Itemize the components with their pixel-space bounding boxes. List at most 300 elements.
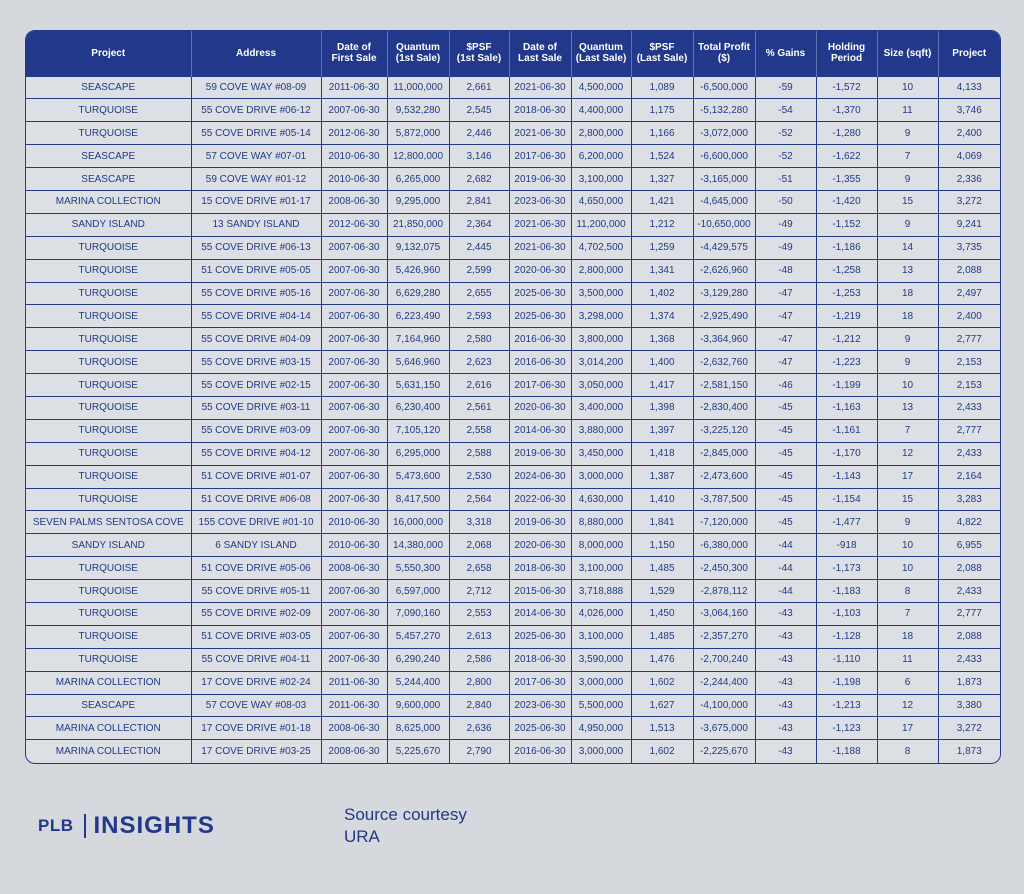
table-cell: 2,433 [938, 442, 1000, 465]
table-cell: MARINA COLLECTION [26, 717, 191, 740]
table-cell: 10 [877, 557, 938, 580]
table-cell: 2,661 [449, 76, 509, 99]
table-cell: 2,593 [449, 305, 509, 328]
table-cell: 2007-06-30 [321, 305, 387, 328]
table-cell: 2008-06-30 [321, 190, 387, 213]
table-cell: 2,400 [938, 122, 1000, 145]
table-cell: 2,790 [449, 740, 509, 763]
table-cell: -2,925,490 [693, 305, 755, 328]
table-cell: 4,400,000 [571, 99, 631, 122]
table-cell: 9 [877, 351, 938, 374]
table-cell: 2,564 [449, 488, 509, 511]
table-cell: 2,616 [449, 374, 509, 397]
table-cell: 2007-06-30 [321, 328, 387, 351]
table-cell: -1,170 [816, 442, 877, 465]
table-cell: 2022-06-30 [509, 488, 571, 511]
table-cell: 3,880,000 [571, 419, 631, 442]
table-cell: 6,295,000 [387, 442, 449, 465]
table-cell: 5,244,400 [387, 671, 449, 694]
table-cell: 2,800,000 [571, 259, 631, 282]
column-header: $PSF (1st Sale) [449, 31, 509, 76]
table-cell: SEVEN PALMS SENTOSA COVE [26, 511, 191, 534]
table-cell: 15 [877, 190, 938, 213]
table-cell: 3,500,000 [571, 282, 631, 305]
table-cell: 2018-06-30 [509, 99, 571, 122]
table-cell: 6,230,400 [387, 396, 449, 419]
table-cell: 1,400 [631, 351, 693, 374]
table-cell: 2,561 [449, 396, 509, 419]
table-cell: TURQUOISE [26, 99, 191, 122]
table-cell: TURQUOISE [26, 465, 191, 488]
table-cell: 4,133 [938, 76, 1000, 99]
table-row [26, 374, 1000, 397]
plb-insights-logo [38, 812, 215, 840]
table-row [26, 236, 1000, 259]
table-cell: 17 COVE DRIVE #03-25 [191, 740, 321, 763]
table-cell: -7,120,000 [693, 511, 755, 534]
table-cell: 2,682 [449, 168, 509, 191]
table-row [26, 76, 1000, 99]
table-row [26, 511, 1000, 534]
table-cell: -2,450,300 [693, 557, 755, 580]
table-cell: -1,199 [816, 374, 877, 397]
column-header: Date of First Sale [321, 31, 387, 76]
table-cell: -1,103 [816, 602, 877, 625]
table-cell: -4,645,000 [693, 190, 755, 213]
table-cell: 2,433 [938, 648, 1000, 671]
table-cell: 3,718,888 [571, 580, 631, 603]
table-cell: 3,146 [449, 145, 509, 168]
table-cell: 5,500,000 [571, 694, 631, 717]
table-row [26, 259, 1000, 282]
table-cell: 1,524 [631, 145, 693, 168]
table-row [26, 396, 1000, 419]
table-cell: 2017-06-30 [509, 671, 571, 694]
source-note [344, 804, 467, 848]
transactions-table-container [25, 30, 1001, 764]
table-cell: 2,800,000 [571, 122, 631, 145]
table-cell: 55 COVE DRIVE #04-11 [191, 648, 321, 671]
table-cell: 2007-06-30 [321, 488, 387, 511]
table-row [26, 465, 1000, 488]
table-cell: -1,110 [816, 648, 877, 671]
table-cell: -1,154 [816, 488, 877, 511]
table-cell: 4,650,000 [571, 190, 631, 213]
table-cell: TURQUOISE [26, 328, 191, 351]
table-cell: 15 COVE DRIVE #01-17 [191, 190, 321, 213]
table-row [26, 351, 1000, 374]
table-cell: 2,840 [449, 694, 509, 717]
table-cell: -2,878,112 [693, 580, 755, 603]
table-cell: 1,450 [631, 602, 693, 625]
table-cell: 2,636 [449, 717, 509, 740]
table-cell: 9 [877, 122, 938, 145]
table-cell: -49 [755, 236, 816, 259]
table-cell: 55 COVE DRIVE #04-09 [191, 328, 321, 351]
table-cell: 3,100,000 [571, 168, 631, 191]
table-cell: -51 [755, 168, 816, 191]
table-cell: 51 COVE DRIVE #05-05 [191, 259, 321, 282]
table-cell: 55 COVE DRIVE #03-11 [191, 396, 321, 419]
table-cell: SEASCAPE [26, 168, 191, 191]
table-cell: 2,777 [938, 419, 1000, 442]
table-cell: 3,298,000 [571, 305, 631, 328]
table-cell: 2,336 [938, 168, 1000, 191]
table-cell: -6,500,000 [693, 76, 755, 99]
table-cell: -2,357,270 [693, 625, 755, 648]
table-row [26, 671, 1000, 694]
table-cell: 55 COVE DRIVE #05-14 [191, 122, 321, 145]
table-cell: -1,258 [816, 259, 877, 282]
table-cell: 9,132,075 [387, 236, 449, 259]
table-cell: -6,380,000 [693, 534, 755, 557]
table-cell: 2008-06-30 [321, 557, 387, 580]
table-cell: -50 [755, 190, 816, 213]
table-cell: 2021-06-30 [509, 122, 571, 145]
table-cell: 2,433 [938, 580, 1000, 603]
table-cell: -2,581,150 [693, 374, 755, 397]
table-cell: 18 [877, 305, 938, 328]
table-cell: 7,164,960 [387, 328, 449, 351]
table-cell: 51 COVE DRIVE #01-07 [191, 465, 321, 488]
table-row [26, 488, 1000, 511]
table-cell: -2,225,670 [693, 740, 755, 763]
table-cell: -1,161 [816, 419, 877, 442]
table-cell: -1,370 [816, 99, 877, 122]
table-cell: 9,241 [938, 213, 1000, 236]
table-cell: 3,000,000 [571, 740, 631, 763]
table-cell: 8,417,500 [387, 488, 449, 511]
table-row [26, 282, 1000, 305]
table-cell: TURQUOISE [26, 282, 191, 305]
table-cell: 3,000,000 [571, 671, 631, 694]
table-cell: -1,123 [816, 717, 877, 740]
table-cell: 17 [877, 717, 938, 740]
table-cell: 7 [877, 419, 938, 442]
table-cell: 5,426,960 [387, 259, 449, 282]
table-cell: 2011-06-30 [321, 76, 387, 99]
table-cell: 2011-06-30 [321, 694, 387, 717]
table-cell: TURQUOISE [26, 305, 191, 328]
table-cell: 3,400,000 [571, 396, 631, 419]
table-cell: 2012-06-30 [321, 213, 387, 236]
table-cell: -2,700,240 [693, 648, 755, 671]
column-header: Date of Last Sale [509, 31, 571, 76]
table-cell: -47 [755, 328, 816, 351]
table-cell: 1,627 [631, 694, 693, 717]
table-cell: 2,088 [938, 625, 1000, 648]
table-cell: 2007-06-30 [321, 442, 387, 465]
table-row [26, 580, 1000, 603]
transactions-table [26, 31, 1000, 763]
table-cell: 18 [877, 625, 938, 648]
table-cell: 8 [877, 580, 938, 603]
table-row [26, 602, 1000, 625]
table-cell: -54 [755, 99, 816, 122]
table-cell: 9 [877, 328, 938, 351]
table-cell: -45 [755, 488, 816, 511]
table-cell: 1,259 [631, 236, 693, 259]
table-cell: 57 COVE WAY #08-03 [191, 694, 321, 717]
table-cell: 155 COVE DRIVE #01-10 [191, 511, 321, 534]
source-line-1: Source courtesy [344, 805, 467, 824]
table-cell: -1,152 [816, 213, 877, 236]
table-cell: MARINA COLLECTION [26, 740, 191, 763]
table-cell: 7 [877, 602, 938, 625]
table-cell: -1,188 [816, 740, 877, 763]
table-cell: 2021-06-30 [509, 213, 571, 236]
table-cell: -1,163 [816, 396, 877, 419]
table-cell: 3,746 [938, 99, 1000, 122]
table-cell: 10 [877, 76, 938, 99]
table-cell: -1,186 [816, 236, 877, 259]
table-cell: 51 COVE DRIVE #03-05 [191, 625, 321, 648]
table-cell: 1,841 [631, 511, 693, 534]
table-cell: 2019-06-30 [509, 168, 571, 191]
table-cell: 2,545 [449, 99, 509, 122]
table-cell: 2025-06-30 [509, 305, 571, 328]
table-cell: 2021-06-30 [509, 76, 571, 99]
table-cell: 57 COVE WAY #07-01 [191, 145, 321, 168]
table-cell: MARINA COLLECTION [26, 671, 191, 694]
table-cell: 5,631,150 [387, 374, 449, 397]
column-header: Holding Period [816, 31, 877, 76]
table-cell: 2,613 [449, 625, 509, 648]
table-row [26, 557, 1000, 580]
table-row [26, 145, 1000, 168]
table-row [26, 213, 1000, 236]
table-cell: -3,165,000 [693, 168, 755, 191]
table-cell: 9,600,000 [387, 694, 449, 717]
table-cell: SEASCAPE [26, 145, 191, 168]
table-cell: 3,318 [449, 511, 509, 534]
table-row [26, 740, 1000, 763]
table-row [26, 99, 1000, 122]
table-cell: 8,625,000 [387, 717, 449, 740]
table-cell: TURQUOISE [26, 259, 191, 282]
table-cell: 55 COVE DRIVE #05-11 [191, 580, 321, 603]
table-cell: 2,841 [449, 190, 509, 213]
table-cell: 1,873 [938, 740, 1000, 763]
table-cell: 2007-06-30 [321, 625, 387, 648]
table-cell: -45 [755, 511, 816, 534]
table-cell: TURQUOISE [26, 580, 191, 603]
table-cell: TURQUOISE [26, 374, 191, 397]
table-cell: 1,602 [631, 671, 693, 694]
table-cell: -1,477 [816, 511, 877, 534]
table-cell: -4,429,575 [693, 236, 755, 259]
table-cell: 2024-06-30 [509, 465, 571, 488]
table-cell: 10 [877, 374, 938, 397]
table-cell: TURQUOISE [26, 122, 191, 145]
table-cell: 9 [877, 511, 938, 534]
table-cell: -47 [755, 282, 816, 305]
table-cell: 2,068 [449, 534, 509, 557]
table-cell: 9,532,280 [387, 99, 449, 122]
table-cell: 55 COVE DRIVE #06-13 [191, 236, 321, 259]
table-cell: -48 [755, 259, 816, 282]
table-cell: 2,777 [938, 328, 1000, 351]
column-header: $PSF (Last Sale) [631, 31, 693, 76]
table-cell: -3,787,500 [693, 488, 755, 511]
table-cell: -1,280 [816, 122, 877, 145]
table-cell: TURQUOISE [26, 236, 191, 259]
table-cell: 2010-06-30 [321, 534, 387, 557]
table-cell: SANDY ISLAND [26, 213, 191, 236]
table-cell: 59 COVE WAY #01-12 [191, 168, 321, 191]
table-cell: 9,295,000 [387, 190, 449, 213]
table-cell: 3,100,000 [571, 625, 631, 648]
table-cell: 2014-06-30 [509, 419, 571, 442]
table-cell: 14,380,000 [387, 534, 449, 557]
table-cell: 2017-06-30 [509, 374, 571, 397]
table-cell: TURQUOISE [26, 557, 191, 580]
table-cell: -2,244,400 [693, 671, 755, 694]
table-cell: -3,072,000 [693, 122, 755, 145]
column-header: Address [191, 31, 321, 76]
column-header: Total Profit ($) [693, 31, 755, 76]
table-cell: 12 [877, 442, 938, 465]
table-cell: 6 SANDY ISLAND [191, 534, 321, 557]
table-cell: 6,629,280 [387, 282, 449, 305]
table-cell: 2,088 [938, 557, 1000, 580]
table-cell: 2010-06-30 [321, 168, 387, 191]
table-cell: -43 [755, 740, 816, 763]
table-cell: -44 [755, 580, 816, 603]
table-cell: 10 [877, 534, 938, 557]
table-cell: 2,400 [938, 305, 1000, 328]
table-cell: 17 COVE DRIVE #02-24 [191, 671, 321, 694]
table-cell: 1,417 [631, 374, 693, 397]
table-cell: 2007-06-30 [321, 602, 387, 625]
table-cell: 1,368 [631, 328, 693, 351]
table-cell: 55 COVE DRIVE #05-16 [191, 282, 321, 305]
table-cell: 3,590,000 [571, 648, 631, 671]
table-cell: 1,476 [631, 648, 693, 671]
table-cell: 4,069 [938, 145, 1000, 168]
table-cell: -45 [755, 465, 816, 488]
table-row [26, 442, 1000, 465]
table-cell: -1,219 [816, 305, 877, 328]
table-cell: -1,173 [816, 557, 877, 580]
table-cell: 2,800 [449, 671, 509, 694]
table-cell: 5,225,670 [387, 740, 449, 763]
table-cell: TURQUOISE [26, 396, 191, 419]
table-cell: 12,800,000 [387, 145, 449, 168]
table-cell: 3,735 [938, 236, 1000, 259]
table-cell: 2010-06-30 [321, 145, 387, 168]
table-cell: -1,223 [816, 351, 877, 374]
table-cell: -1,198 [816, 671, 877, 694]
table-cell: 1,529 [631, 580, 693, 603]
table-cell: 1,421 [631, 190, 693, 213]
table-cell: 51 COVE DRIVE #06-08 [191, 488, 321, 511]
logo-plb-text: PLB [38, 816, 74, 835]
table-cell: 2007-06-30 [321, 580, 387, 603]
table-cell: -1,212 [816, 328, 877, 351]
table-cell: 21,850,000 [387, 213, 449, 236]
table-cell: 1,485 [631, 557, 693, 580]
table-cell: -3,675,000 [693, 717, 755, 740]
table-cell: 2023-06-30 [509, 694, 571, 717]
table-cell: 3,050,000 [571, 374, 631, 397]
table-cell: 18 [877, 282, 938, 305]
table-row [26, 625, 1000, 648]
table-cell: 4,500,000 [571, 76, 631, 99]
table-cell: -45 [755, 396, 816, 419]
table-cell: -52 [755, 122, 816, 145]
logo-divider [84, 814, 86, 838]
table-cell: 13 [877, 396, 938, 419]
table-cell: 6 [877, 671, 938, 694]
table-cell: 2008-06-30 [321, 717, 387, 740]
table-cell: SEASCAPE [26, 76, 191, 99]
table-cell: 2,777 [938, 602, 1000, 625]
table-cell: -5,132,280 [693, 99, 755, 122]
table-cell: 11,200,000 [571, 213, 631, 236]
table-cell: 2007-06-30 [321, 282, 387, 305]
table-cell: 2025-06-30 [509, 282, 571, 305]
table-cell: 14 [877, 236, 938, 259]
table-cell: SEASCAPE [26, 694, 191, 717]
table-cell: 1,341 [631, 259, 693, 282]
table-cell: 17 COVE DRIVE #01-18 [191, 717, 321, 740]
table-cell: -2,845,000 [693, 442, 755, 465]
table-cell: TURQUOISE [26, 648, 191, 671]
table-cell: 55 COVE DRIVE #02-09 [191, 602, 321, 625]
table-cell: 2,446 [449, 122, 509, 145]
table-cell: 2016-06-30 [509, 328, 571, 351]
table-cell: SANDY ISLAND [26, 534, 191, 557]
table-row [26, 648, 1000, 671]
table-cell: 2007-06-30 [321, 465, 387, 488]
table-cell: -43 [755, 602, 816, 625]
table-cell: 2007-06-30 [321, 419, 387, 442]
table-cell: -10,650,000 [693, 213, 755, 236]
table-cell: 1,398 [631, 396, 693, 419]
table-row [26, 168, 1000, 191]
table-cell: 7,105,120 [387, 419, 449, 442]
table-cell: 2,655 [449, 282, 509, 305]
table-cell: 1,410 [631, 488, 693, 511]
table-cell: 3,000,000 [571, 465, 631, 488]
table-cell: -1,420 [816, 190, 877, 213]
table-cell: TURQUOISE [26, 602, 191, 625]
table-cell: 2,558 [449, 419, 509, 442]
table-cell: 15 [877, 488, 938, 511]
table-cell: 1,327 [631, 168, 693, 191]
table-cell: -59 [755, 76, 816, 99]
table-cell: 2016-06-30 [509, 740, 571, 763]
table-cell: TURQUOISE [26, 488, 191, 511]
table-cell: 2,586 [449, 648, 509, 671]
table-cell: 3,800,000 [571, 328, 631, 351]
table-cell: 16,000,000 [387, 511, 449, 534]
table-cell: 2,433 [938, 396, 1000, 419]
table-cell: 7 [877, 145, 938, 168]
table-row [26, 305, 1000, 328]
table-cell: 2023-06-30 [509, 190, 571, 213]
table-cell: 6,597,000 [387, 580, 449, 603]
table-cell: -3,129,280 [693, 282, 755, 305]
table-cell: 6,290,240 [387, 648, 449, 671]
table-cell: 2,530 [449, 465, 509, 488]
table-cell: -2,473,600 [693, 465, 755, 488]
table-cell: 2015-06-30 [509, 580, 571, 603]
table-cell: 6,265,000 [387, 168, 449, 191]
column-header: Project [952, 47, 987, 59]
table-header [26, 31, 1000, 76]
